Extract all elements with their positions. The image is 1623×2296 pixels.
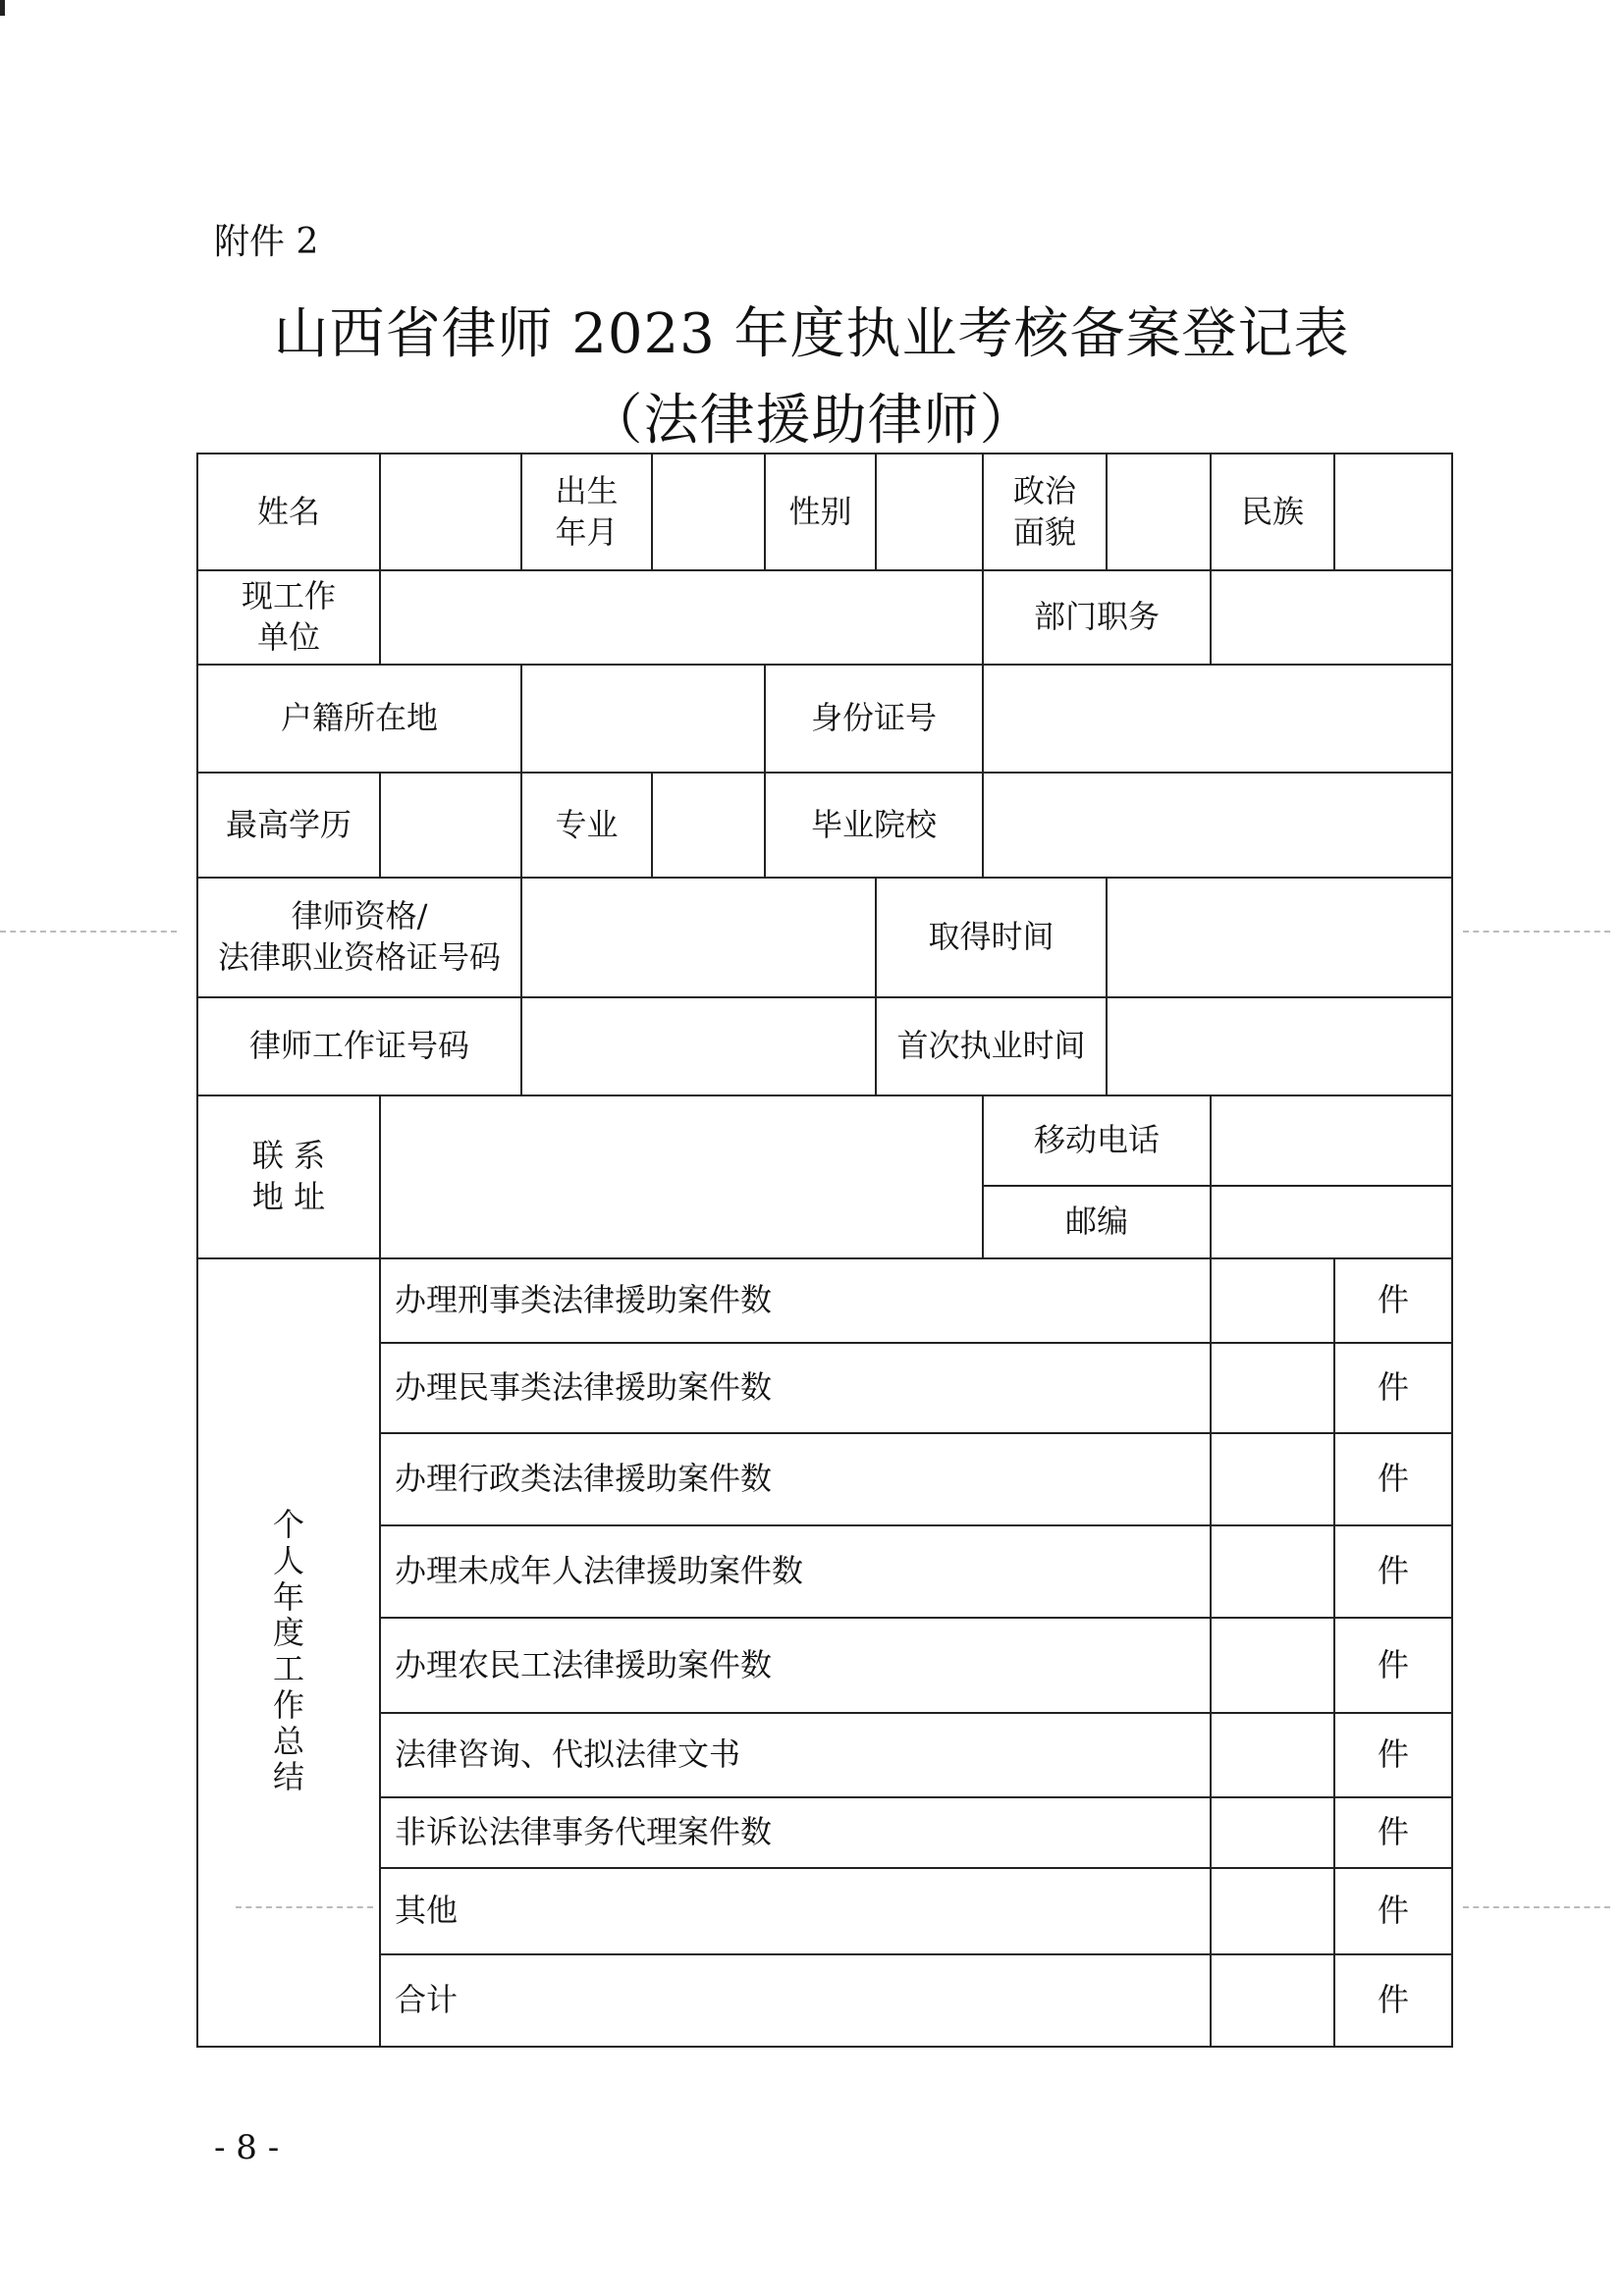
obtained-time-label: 取得时间 (876, 878, 1107, 997)
ethnicity-field[interactable] (1334, 454, 1452, 570)
dashed-mark (0, 931, 177, 933)
work-cert-field[interactable] (521, 997, 876, 1095)
case-count-field[interactable] (1211, 1433, 1334, 1525)
birth-label-line2: 年月 (555, 512, 619, 551)
name-label: 姓名 (197, 454, 380, 570)
case-label: 非诉讼法律事务代理案件数 (380, 1797, 1211, 1868)
case-unit: 件 (1334, 1713, 1452, 1797)
gender-field[interactable] (876, 454, 983, 570)
work-cert-label: 律师工作证号码 (197, 997, 521, 1095)
political-label (983, 454, 1107, 570)
mobile-field[interactable] (1211, 1095, 1452, 1186)
form-title: 山西省律师 2023 年度执业考核备案登记表 (273, 302, 1350, 366)
mobile-label: 移动电话 (983, 1095, 1211, 1186)
political-label-line2: 面貌 (1012, 512, 1076, 551)
name-field[interactable] (380, 454, 521, 570)
form-subtitle: （法律援助律师） (587, 389, 1036, 453)
workplace-field[interactable] (380, 570, 983, 665)
first-practice-label: 首次执业时间 (876, 997, 1107, 1095)
education-label: 最高学历 (197, 773, 380, 878)
contact-address-field[interactable] (380, 1095, 983, 1258)
case-count-field[interactable] (1211, 1868, 1334, 1954)
postcode-field[interactable] (1211, 1186, 1452, 1258)
contact-label-line1: 联 系 (251, 1137, 326, 1175)
contact-label-line2: 地 址 (251, 1178, 326, 1215)
education-field[interactable] (380, 773, 521, 878)
contact-address-label (197, 1095, 380, 1258)
page-number: - 8 - (214, 2128, 280, 2167)
household-label: 户籍所在地 (197, 665, 521, 773)
gender-label: 性别 (765, 454, 876, 570)
school-field[interactable] (983, 773, 1452, 878)
workplace-label-line1: 现工作 (241, 577, 336, 615)
case-count-field[interactable] (1211, 1797, 1334, 1868)
obtained-time-field[interactable] (1107, 878, 1452, 997)
birth-label (521, 454, 652, 570)
case-unit: 件 (1334, 1433, 1452, 1525)
case-count-field[interactable] (1211, 1618, 1334, 1713)
dashed-mark (1463, 1906, 1610, 1908)
major-field[interactable] (652, 773, 765, 878)
registration-form (196, 453, 1453, 2048)
case-unit: 件 (1334, 1618, 1452, 1713)
case-label: 办理民事类法律援助案件数 (380, 1343, 1211, 1433)
case-unit: 件 (1334, 1343, 1452, 1433)
annual-summary-label (197, 1258, 380, 2047)
case-unit: 件 (1334, 1797, 1452, 1868)
department-position-field[interactable] (1211, 570, 1452, 665)
case-count-field[interactable] (1211, 1713, 1334, 1797)
case-unit: 件 (1334, 1525, 1452, 1618)
scan-mark (0, 0, 5, 16)
birth-field[interactable] (652, 454, 765, 570)
dashed-mark (1463, 931, 1610, 933)
case-unit: 件 (1334, 1868, 1452, 1954)
case-count-field[interactable] (1211, 1343, 1334, 1433)
qualification-label-line2: 法律职业资格证号码 (217, 938, 501, 976)
qualification-label (197, 878, 521, 997)
id-number-field[interactable] (983, 665, 1452, 773)
case-label: 办理刑事类法律援助案件数 (380, 1258, 1211, 1343)
attachment-label: 附件 2 (214, 222, 319, 262)
workplace-label (197, 570, 380, 665)
id-number-label: 身份证号 (765, 665, 983, 773)
household-field[interactable] (521, 665, 765, 773)
case-label: 合计 (380, 1954, 1211, 2047)
case-unit: 件 (1334, 1258, 1452, 1343)
ethnicity-label: 民族 (1211, 454, 1334, 570)
case-label: 办理未成年人法律援助案件数 (380, 1525, 1211, 1618)
case-count-field[interactable] (1211, 1954, 1334, 2047)
political-label-line1: 政治 (1012, 471, 1076, 509)
school-label: 毕业院校 (765, 773, 983, 878)
workplace-label-line2: 单位 (256, 618, 320, 656)
case-label: 其他 (380, 1868, 1211, 1954)
political-field[interactable] (1107, 454, 1211, 570)
case-count-field[interactable] (1211, 1525, 1334, 1618)
case-label: 办理行政类法律援助案件数 (380, 1433, 1211, 1525)
department-position-label: 部门职务 (983, 570, 1211, 665)
case-label: 办理农民工法律援助案件数 (380, 1618, 1211, 1713)
case-count-field[interactable] (1211, 1258, 1334, 1343)
case-unit: 件 (1334, 1954, 1452, 2047)
major-label: 专业 (521, 773, 652, 878)
qualification-label-line1: 律师资格/ (291, 897, 428, 935)
birth-label-line1: 出生 (555, 471, 619, 509)
first-practice-field[interactable] (1107, 997, 1452, 1095)
postcode-label: 邮编 (983, 1186, 1211, 1258)
annual-summary-text: 个人年度工作总结 (272, 1505, 304, 1796)
qualification-field[interactable] (521, 878, 876, 997)
case-label: 法律咨询、代拟法律文书 (380, 1713, 1211, 1797)
